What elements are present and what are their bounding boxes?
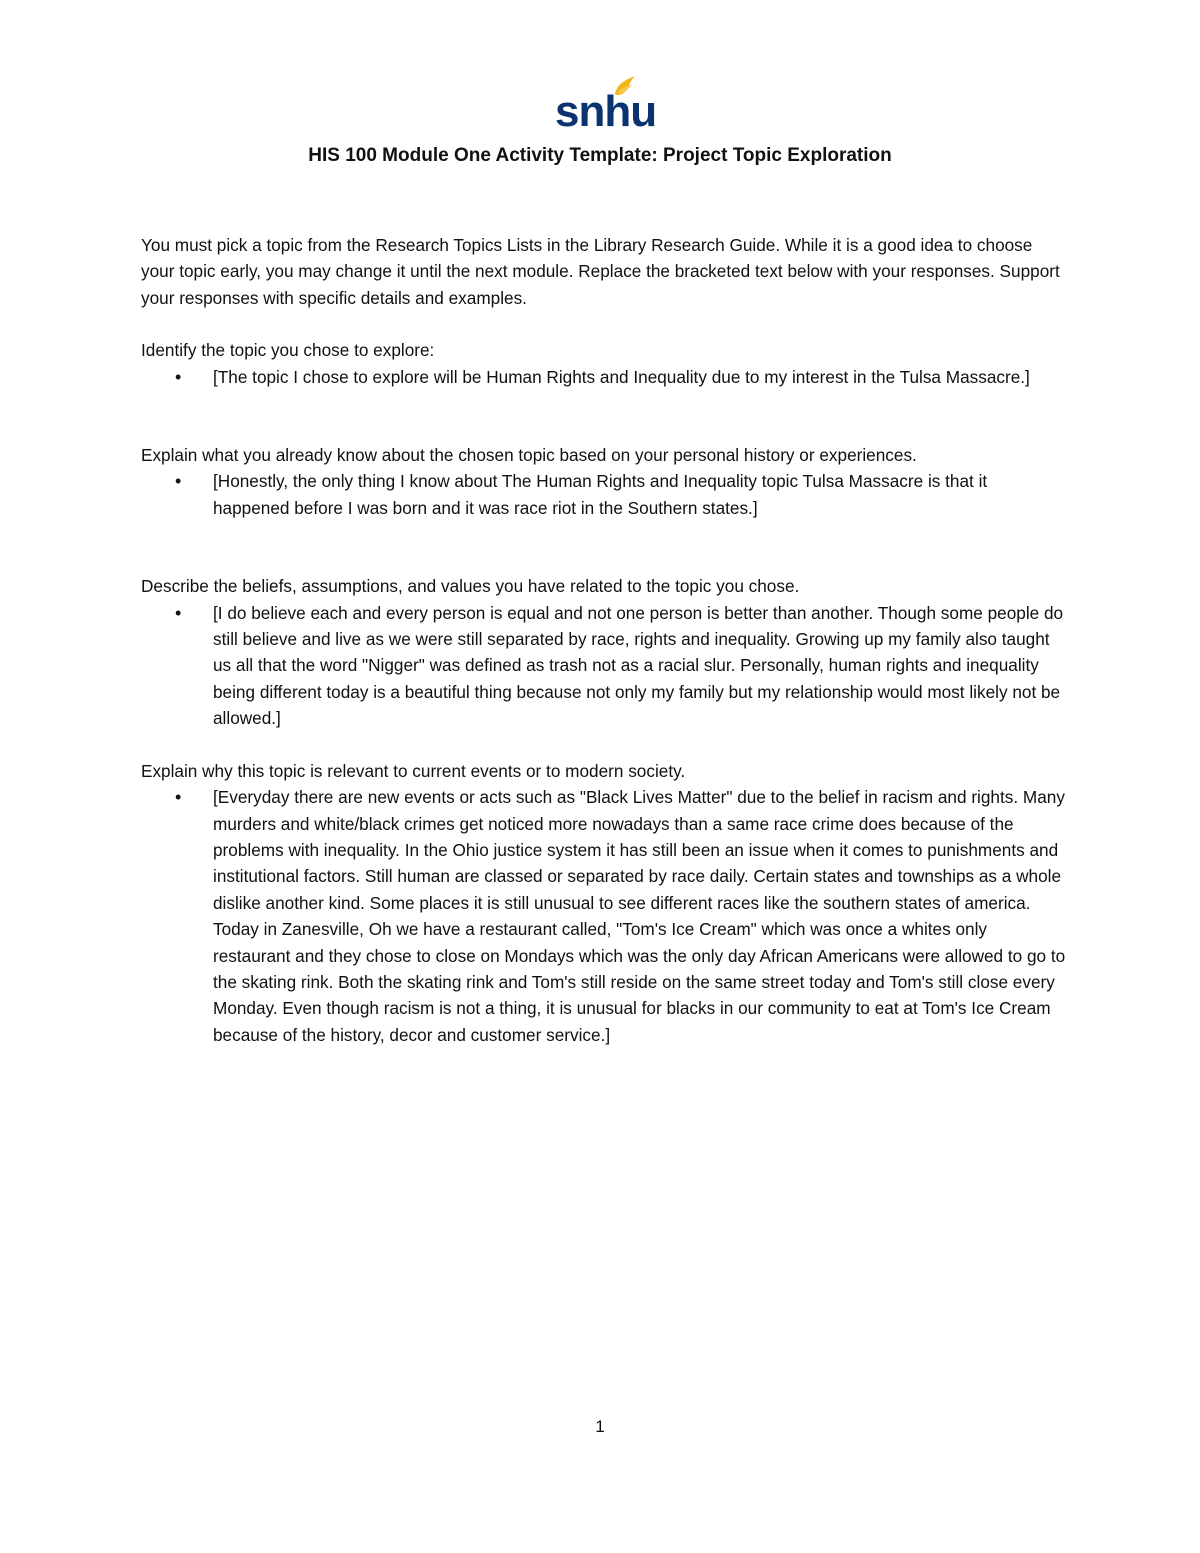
answer-prior-knowledge: [Honestly, the only thing I know about The Human Rights and Inequality topic Tulsa Massacre is that it happened before I was born and it was race riot in the Southern states.] <box>213 471 988 518</box>
bullet-icon: • <box>175 471 182 492</box>
answer-relevance: [Everyday there are new events or acts such as "Black Lives Matter" due to the belief in racism and rights. Many murders and white/black crimes get noticed more nowadays than a same race crime does because of the problems with inequality. In the Ohio justice system it has still been an issue when it comes to punishments and institutional factors. Still human are classed or separated by race daily. Certain states and townships as a whole dislike another kind. Some places it is still unusual to see different races like the southern states of america. Today in Zanesville, Oh we have a restaurant called, "Tom's Ice Cream" which was once a whites only restaurant and they chose to close on Mondays which was the only day African Americans were allowed to go to the skating rink. Both the skating rink and Tom's still reside on the same street today and Tom's still close every Monday. Even though racism is not a thing, it is unusual for blacks in our community to eat at Tom's Ice Cream because of the history, decor and customer service.] <box>213 787 1066 1045</box>
intro-paragraph: You must pick a topic from the Research Topics Lists in the Library Research Guide. While it is a good idea to choose your topic early, you may change it until the next module. Replace the bracketed text below with your responses. Support your responses with specific details and examples. <box>141 235 1060 308</box>
list-item <box>141 600 1066 732</box>
page-number: 1 <box>595 1417 605 1436</box>
list-item <box>141 364 1066 390</box>
prompt-topic: Identify the topic you chose to explore: <box>141 340 435 361</box>
bullet-icon: • <box>175 787 182 808</box>
answer-beliefs: [I do believe each and every person is equal and not one person is better than another. Though some people do still believe and live as we were still separated by race, rights and inequality. Growing up my family also taught us all that the word "Nigger" was defined as trash not as a racial slur. Personally, human rights and inequality being different today is a beautiful thing because not only my family but my relationship would most likely not be allowed.] <box>213 602 1064 729</box>
snhu-logo <box>555 74 657 136</box>
bullet-icon: • <box>175 366 182 387</box>
answer-list-topic <box>141 364 1066 390</box>
prompt-relevance: Explain why this topic is relevant to current events or to modern society. <box>141 760 686 781</box>
document-body <box>141 232 1066 1048</box>
prompt-prior-knowledge: Explain what you already know about the chosen topic based on your personal history or experiences. <box>141 445 917 466</box>
answer-list-beliefs <box>141 600 1066 732</box>
answer-list-prior-knowledge <box>141 468 1066 521</box>
page-title: HIS 100 Module One Activity Template: Project Topic Exploration <box>308 145 892 166</box>
prompt-beliefs: Describe the beliefs, assumptions, and values you have related to the topic you chose. <box>141 576 800 597</box>
bullet-icon: • <box>175 602 182 623</box>
answer-topic: [The topic I chose to explore will be Human Rights and Inequality due to my interest in the Tulsa Massacre.] <box>213 366 1030 387</box>
list-item <box>141 468 1066 521</box>
logo-wordmark: snhu <box>555 87 657 136</box>
answer-list-relevance <box>141 784 1066 1048</box>
list-item <box>141 784 1066 1048</box>
